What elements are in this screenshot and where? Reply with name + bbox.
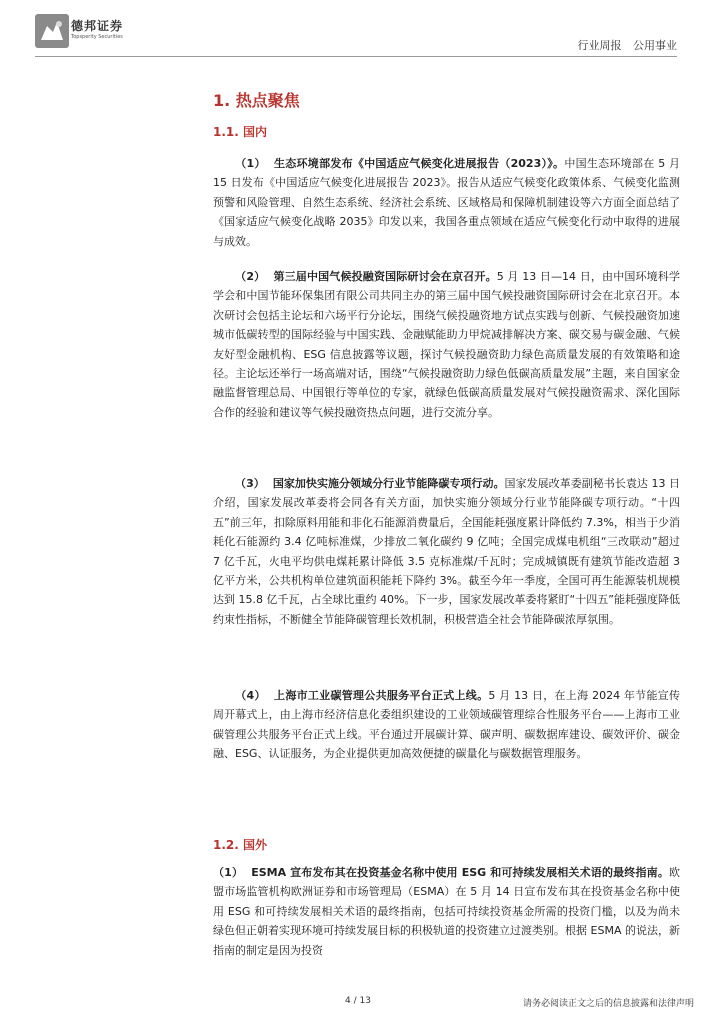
header-tags [578, 37, 678, 53]
news-item-5 [213, 863, 680, 963]
section-heading-foreign: 1.2. 国外 [213, 838, 267, 852]
section-heading-domestic: 1.1. 国内 [213, 125, 267, 139]
item-body: 国家发展改革委副秘书长袁达 13 日介绍，国家发展改革委将会同各有关方面，加快实施分领域分行业节能降碳专项行动。“十四五”前三年，扣除原料用能和非化石能源消费量后，全国能耗强度累计降低约 7.3%，相当于少消耗化石能源约 3.4 亿吨标准煤，少排放二氧化碳约 9 亿吨；全国完成煤电机组“三改联动”超过 7 亿千瓦，火电平均供电煤耗累计降低 3.5 克标准煤/千瓦时；完成城镇既有建筑节能改造超 3 亿平方米，公共机构单位建筑面积能耗下降约 3%。截至今年一季度，全国可再生能源装机规模达到 15.8 亿千瓦，占全球比重约 40%。下一步，国家发展改革委将紧盯“十四五”能耗强度降低约束性指标，不断健全节能降碳管理长效机制，积极营造全社会节能降碳浓厚氛围。 [213, 477, 681, 626]
section-heading-hot-topics: 1. 热点聚焦 [213, 91, 300, 110]
item-number: （3） [235, 477, 265, 490]
item-number: （1） [213, 866, 244, 879]
item-body: 5 月 13 日，在上海 2024 年节能宣传周开幕式上，由上海市经济信息化委组织建设的工业领域碳管理综合性服务平台——上海市工业碳管理公共服务平台正式上线。平台通过开展碳计算、碳声明、碳数据库建设、碳效评价、碳金融、ESG、认证服务，为企业提供更加高效便捷的碳量化与碳数据管理服务。 [213, 689, 681, 761]
news-item-1 [213, 154, 680, 251]
header-divider [35, 56, 677, 57]
item-headline: 第三届中国气候投融资国际研讨会在京召开。 [273, 270, 497, 283]
item-body: 欧盟市场监管机构欧洲证券和市场管理局（ESMA）在 5 月 14 日宣布发布其在投资基金名称中使用 ESG 和可持续发展相关术语的最终指南，包括可持续投资基金所需的投资门槛，以及为尚未绿色但正朝着实现环境可持续发展目标的积极轨道的投资建立过渡类别。根据 ESMA 的说法，新指南的制定是因为投资 [213, 866, 680, 957]
item-headline: 生态环境部发布《中国适应气候变化进展报告（2023）》。 [273, 157, 565, 170]
news-item-2 [213, 267, 680, 422]
disclaimer-note: 请务必阅读正文之后的信息披露和法律声明 [522, 999, 694, 1009]
company-logo [35, 14, 185, 50]
news-item-3 [213, 474, 680, 629]
item-number: （2） [235, 270, 266, 283]
logo-text-cn: 德邦证券 [71, 19, 124, 33]
industry-name: 公用事业 [633, 39, 677, 52]
item-number: （1） [235, 157, 266, 170]
item-headline: 国家加快实施分领域分行业节能降碳专项行动。 [272, 477, 505, 490]
item-headline: 上海市工业碳管理公共服务平台正式上线。 [273, 689, 489, 702]
item-number: （4） [235, 689, 266, 702]
logo-text-en: Topsperity Securities [71, 34, 123, 40]
logo-mark-icon [35, 14, 69, 48]
news-item-4 [213, 686, 680, 764]
item-body: 中国生态环境部在 5 月 15 日发布《中国适应气候变化进展报告 2023》。报告从适应气候变化政策体系、气候变化监测预警和风险管理、自然生态系统、经济社会系统、区域格局和保障机制建设等六方面全面总结了《国家适应气候变化战略 2035》印发以来，我国各重点领域在适应气候变化行动中取得的进展与成效。 [213, 157, 680, 248]
item-headline: ESMA 宣布发布其在投资基金名称中使用 ESG 和可持续发展相关术语的最终指南。 [251, 866, 669, 879]
item-body: 5 月 13 日—14 日，由中国环境科学学会和中国节能环保集团有限公司共同主办的第三届中国气候投融资国际研讨会在北京召开。本次研讨会包括主论坛和六场平行分论坛，围绕气候投融资地方试点实践与创新、气候投融资加速城市低碳转型的国际经验与中国实践、金融赋能助力甲烷减排解决方案、碳交易与碳金融、气候友好型金融机构、ESG 信息披露等议题，探讨气候投融资助力绿色高质量发展的有效策略和途径。主论坛还举行一场高端对话，围绕“气候投融资助力绿色低碳高质量发展”主题，来自国家金融监督管理总局、中国银行等单位的专家，就绿色低碳高质量发展对气候投融资需求、深化国际合作的经验和建议等气候投融资热点问题，进行交流分享。 [213, 270, 681, 419]
report-type: 行业周报 [577, 39, 622, 52]
page-number: 4 / 13 [345, 996, 371, 1006]
